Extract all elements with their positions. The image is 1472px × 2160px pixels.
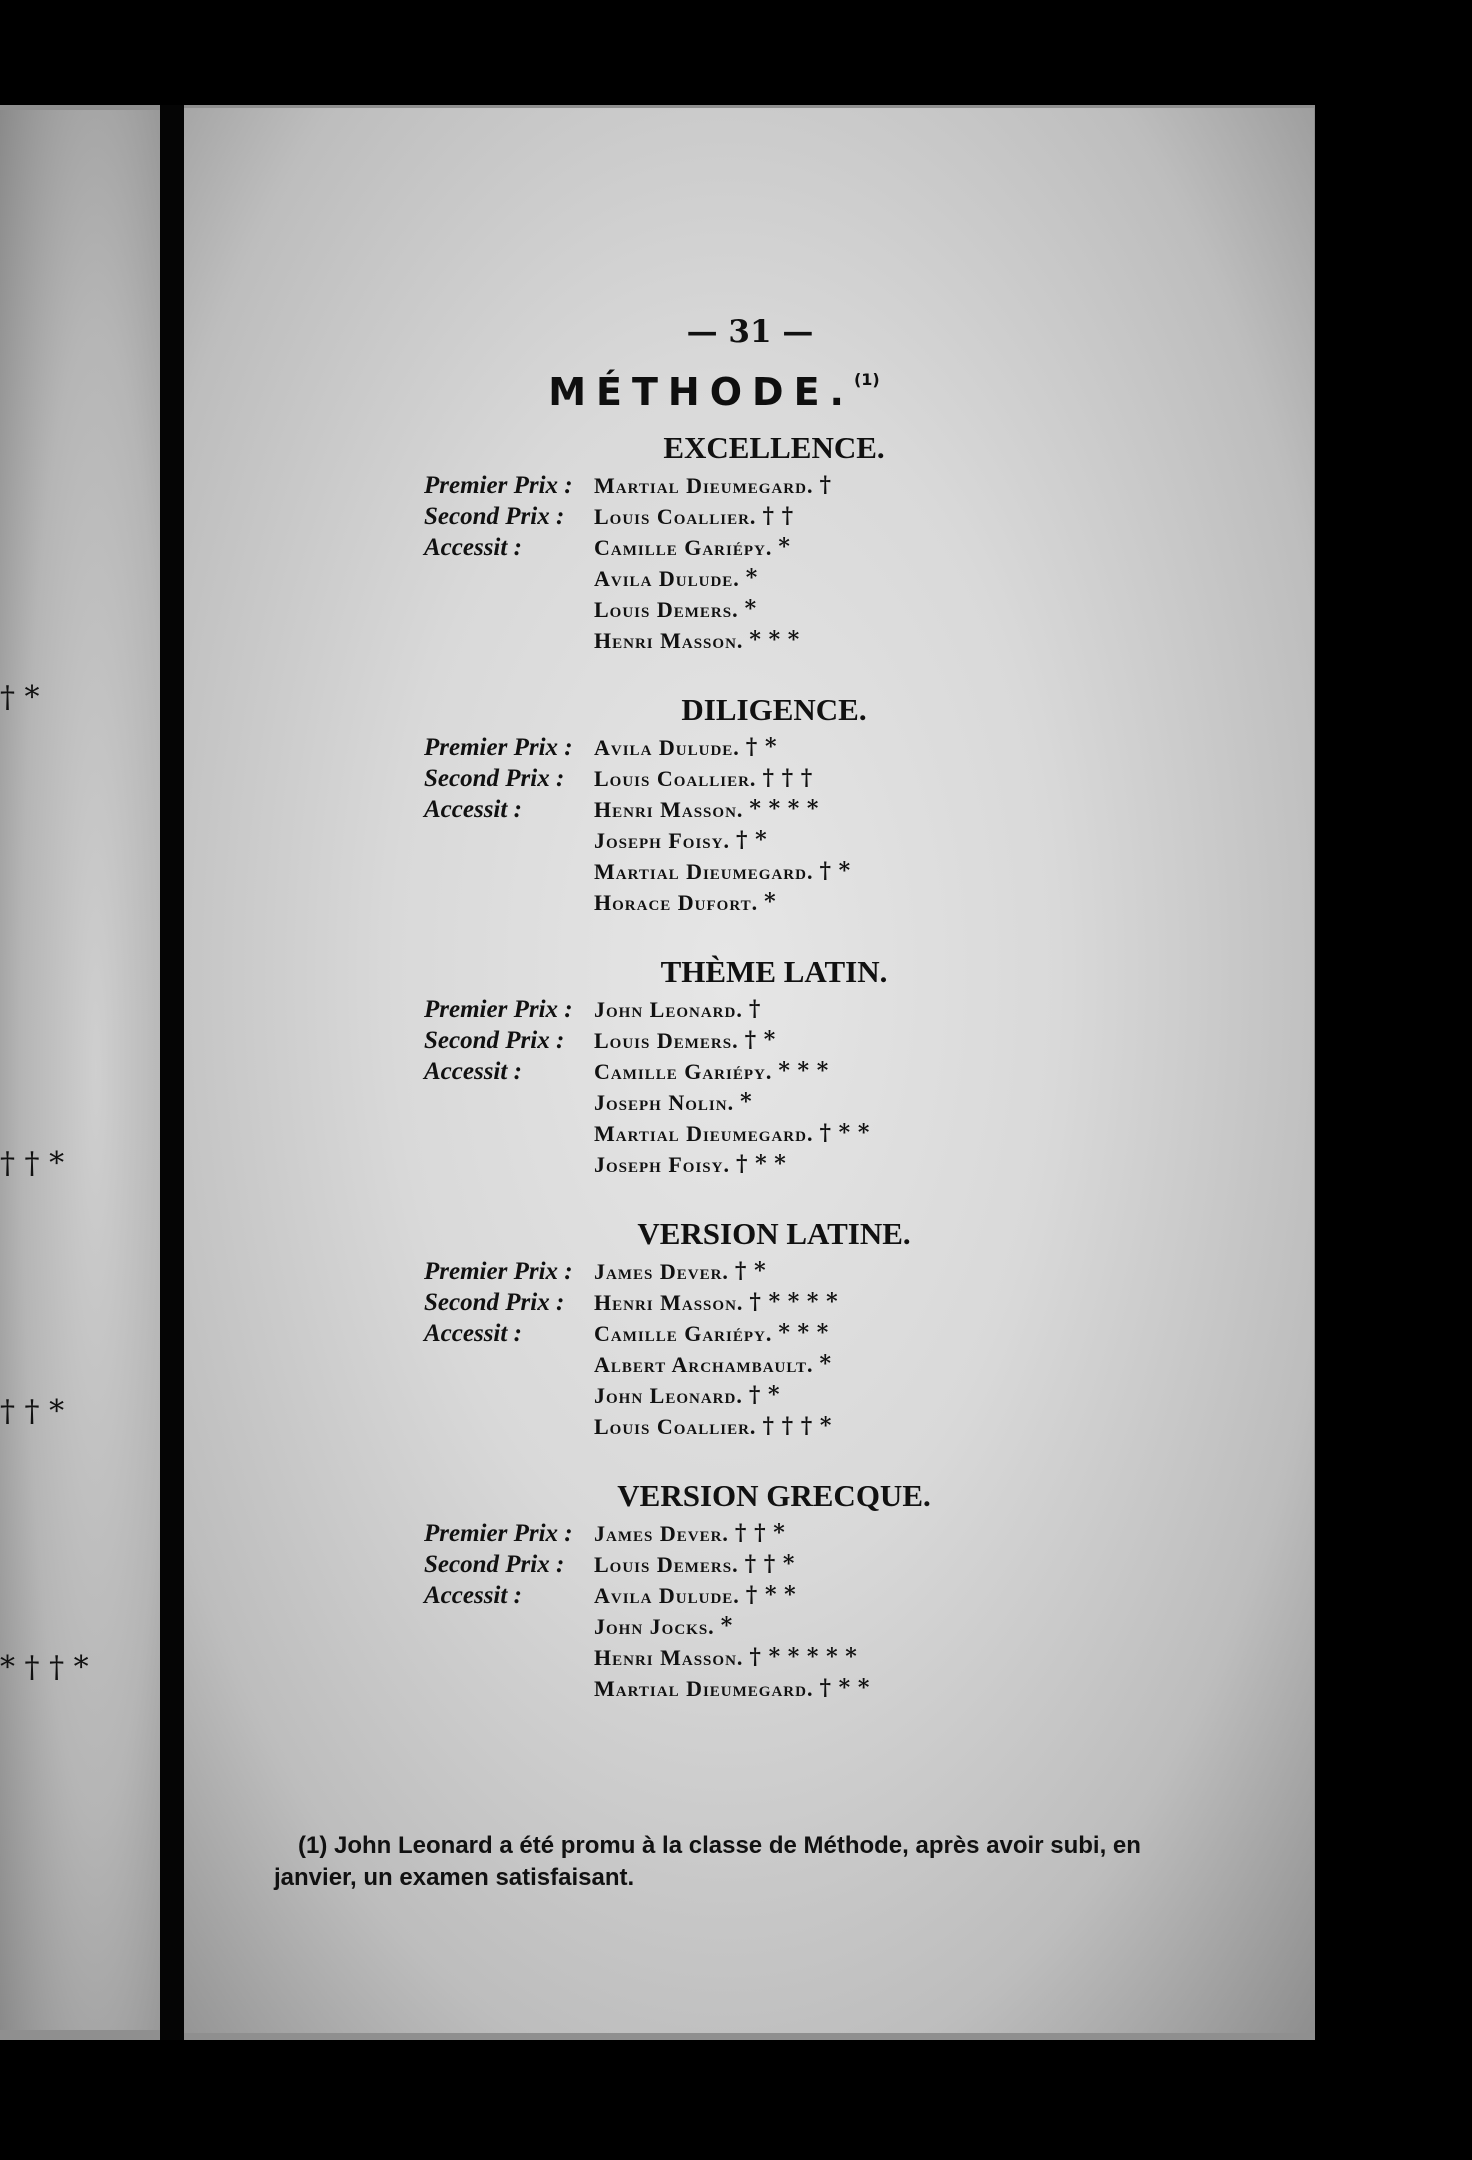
- left-page-mark: † *: [0, 680, 40, 715]
- student-name: John Leonard.: [594, 997, 743, 1022]
- prize-row: [424, 1380, 1124, 1411]
- distinction-marks: † *: [744, 1027, 776, 1053]
- student-name: Henri Masson.: [594, 1290, 744, 1315]
- prize-row: [424, 501, 1124, 532]
- footnote: (1) John Leonard a été promu à la classe de Méthode, après avoir subi, en janvier, un examen satisfaisant.: [274, 1832, 1141, 1891]
- prize-label: [424, 1118, 594, 1149]
- prize-label: Premier Prix :: [424, 1520, 573, 1547]
- distinction-marks: †: [819, 472, 831, 498]
- student-name: Joseph Foisy.: [594, 1152, 730, 1177]
- prize-label: Second Prix :: [424, 1289, 565, 1316]
- distinction-marks: † *: [734, 1258, 766, 1284]
- left-page-mark: * † † *: [0, 1650, 89, 1685]
- student-name: John Jocks.: [594, 1614, 715, 1639]
- prize-row: [424, 763, 1124, 794]
- section-title: THÈME LATIN.: [660, 954, 888, 989]
- student-name: Avila Dulude.: [594, 566, 740, 591]
- prize-label: [424, 1673, 594, 1704]
- student-name: Henri Masson.: [594, 1645, 744, 1670]
- student-name: Albert Archambault.: [594, 1352, 814, 1377]
- prize-row: [424, 1087, 1124, 1118]
- prize-label: [424, 1087, 594, 1118]
- document-page: [184, 108, 1314, 2033]
- distinction-marks: † * * * * *: [749, 1644, 857, 1670]
- student-name: Louis Coallier.: [594, 766, 757, 791]
- prize-row: [424, 1318, 1124, 1349]
- prize-label: Accessit :: [424, 1582, 522, 1609]
- section-title: EXCELLENCE.: [663, 430, 885, 465]
- prize-label: [424, 563, 594, 594]
- distinction-marks: † * *: [745, 1582, 796, 1608]
- prize-label: Second Prix :: [424, 1551, 565, 1578]
- section-excellence: [424, 426, 1124, 656]
- prize-label: Accessit :: [424, 1058, 522, 1085]
- prize-label: [424, 594, 594, 625]
- distinction-marks: † †: [762, 503, 794, 529]
- prize-label: Premier Prix :: [424, 472, 573, 499]
- prize-label: Second Prix :: [424, 503, 565, 530]
- distinction-marks: * * * *: [749, 796, 819, 822]
- prize-row: [424, 1287, 1124, 1318]
- distinction-marks: † * * * *: [749, 1289, 838, 1315]
- prize-label: [424, 825, 594, 856]
- prize-label: [424, 625, 594, 656]
- prize-label: Accessit :: [424, 796, 522, 823]
- prize-row: [424, 1518, 1124, 1549]
- distinction-marks: † * *: [735, 1151, 786, 1177]
- section-theme-latin: [424, 950, 1124, 1180]
- prize-label: [424, 1611, 594, 1642]
- prize-row: [424, 532, 1124, 563]
- book-gutter: [160, 105, 184, 2040]
- prize-row: [424, 594, 1124, 625]
- section-title: VERSION GRECQUE.: [617, 1478, 931, 1513]
- student-name: Horace Dufort.: [594, 890, 759, 915]
- student-name: Louis Demers.: [594, 1028, 739, 1053]
- prize-row: [424, 1611, 1124, 1642]
- prize-label: [424, 1380, 594, 1411]
- section-version-latine: [424, 1212, 1124, 1442]
- prize-label: [424, 1411, 594, 1442]
- prize-row: [424, 1056, 1124, 1087]
- student-name: Joseph Nolin.: [594, 1090, 735, 1115]
- distinction-marks: † *: [819, 858, 851, 884]
- distinction-marks: † *: [745, 734, 777, 760]
- student-name: Louis Demers.: [594, 1552, 739, 1577]
- distinction-marks: * * *: [778, 1058, 829, 1084]
- student-name: Martial Dieumegard.: [594, 859, 814, 884]
- section-diligence: [424, 688, 1124, 918]
- student-name: Camille Gariépy.: [594, 1059, 773, 1084]
- distinction-marks: *: [740, 1089, 752, 1115]
- prize-row: [424, 1580, 1124, 1611]
- prize-label: Premier Prix :: [424, 996, 573, 1023]
- distinction-marks: * * *: [749, 627, 800, 653]
- prize-label: Second Prix :: [424, 765, 565, 792]
- title-footnote-ref: (1): [853, 370, 880, 389]
- student-name: Camille Gariépy.: [594, 535, 773, 560]
- prize-row: [424, 625, 1124, 656]
- student-name: Louis Coallier.: [594, 1414, 757, 1439]
- student-name: Henri Masson.: [594, 628, 744, 653]
- left-page-mark: † † *: [0, 1146, 65, 1181]
- left-page-mark: † † *: [0, 1394, 65, 1429]
- page-title-text: MÉTHODE.: [548, 370, 854, 414]
- distinction-marks: *: [745, 565, 758, 591]
- distinction-marks: † † *: [744, 1551, 795, 1577]
- section-version-grecque: [424, 1474, 1124, 1704]
- prize-row: [424, 470, 1124, 501]
- page-number: — 31 —: [686, 314, 814, 350]
- prize-row: [424, 1256, 1124, 1287]
- distinction-marks: † *: [735, 827, 767, 853]
- prize-label: [424, 887, 594, 918]
- prize-label: Premier Prix :: [424, 1258, 573, 1285]
- distinction-marks: † *: [748, 1382, 780, 1408]
- student-name: Martial Dieumegard.: [594, 1676, 814, 1701]
- section-title: DILIGENCE.: [681, 692, 867, 727]
- distinction-marks: † † † *: [762, 1413, 832, 1439]
- prize-row: [424, 1549, 1124, 1580]
- page-title: [504, 370, 924, 414]
- distinction-marks: †: [748, 996, 761, 1022]
- distinction-marks: *: [744, 596, 757, 622]
- student-name: Martial Dieumegard.: [594, 473, 814, 498]
- distinction-marks: † * *: [819, 1675, 870, 1701]
- prize-row: [424, 1642, 1124, 1673]
- prize-row: [424, 994, 1124, 1025]
- prize-label: [424, 1642, 594, 1673]
- prize-row: [424, 1149, 1124, 1180]
- prize-label: Premier Prix :: [424, 734, 573, 761]
- prize-row: [424, 1349, 1124, 1380]
- distinction-marks: *: [778, 534, 790, 560]
- student-name: James Dever.: [594, 1521, 729, 1546]
- student-name: Louis Demers.: [594, 597, 739, 622]
- distinction-marks: † † *: [734, 1520, 785, 1546]
- prize-label: Accessit :: [424, 1320, 522, 1347]
- distinction-marks: † * *: [819, 1120, 870, 1146]
- distinction-marks: *: [819, 1351, 832, 1377]
- prize-row: [424, 856, 1124, 887]
- student-name: Martial Dieumegard.: [594, 1121, 814, 1146]
- prize-row: [424, 1025, 1124, 1056]
- prize-row: [424, 1411, 1124, 1442]
- student-name: Avila Dulude.: [594, 1583, 740, 1608]
- prize-label: Second Prix :: [424, 1027, 565, 1054]
- student-name: John Leonard.: [594, 1383, 743, 1408]
- prize-row: [424, 1673, 1124, 1704]
- prize-row: [424, 1118, 1124, 1149]
- prize-label: Accessit :: [424, 534, 522, 561]
- prize-row: [424, 825, 1124, 856]
- prize-row: [424, 563, 1124, 594]
- prize-label: [424, 1349, 594, 1380]
- student-name: Avila Dulude.: [594, 735, 740, 760]
- prize-label: [424, 856, 594, 887]
- left-page-edge: [0, 110, 160, 2030]
- distinction-marks: † † †: [762, 765, 813, 791]
- student-name: James Dever.: [594, 1259, 729, 1284]
- prize-row: [424, 794, 1124, 825]
- prize-row: [424, 732, 1124, 763]
- section-title: VERSION LATINE.: [637, 1216, 911, 1251]
- distinction-marks: *: [764, 889, 776, 915]
- prize-label: [424, 1149, 594, 1180]
- student-name: Henri Masson.: [594, 797, 744, 822]
- distinction-marks: *: [720, 1613, 733, 1639]
- student-name: Joseph Foisy.: [594, 828, 730, 853]
- student-name: Camille Gariépy.: [594, 1321, 773, 1346]
- student-name: Louis Coallier.: [594, 504, 757, 529]
- prize-row: [424, 887, 1124, 918]
- distinction-marks: * * *: [778, 1320, 829, 1346]
